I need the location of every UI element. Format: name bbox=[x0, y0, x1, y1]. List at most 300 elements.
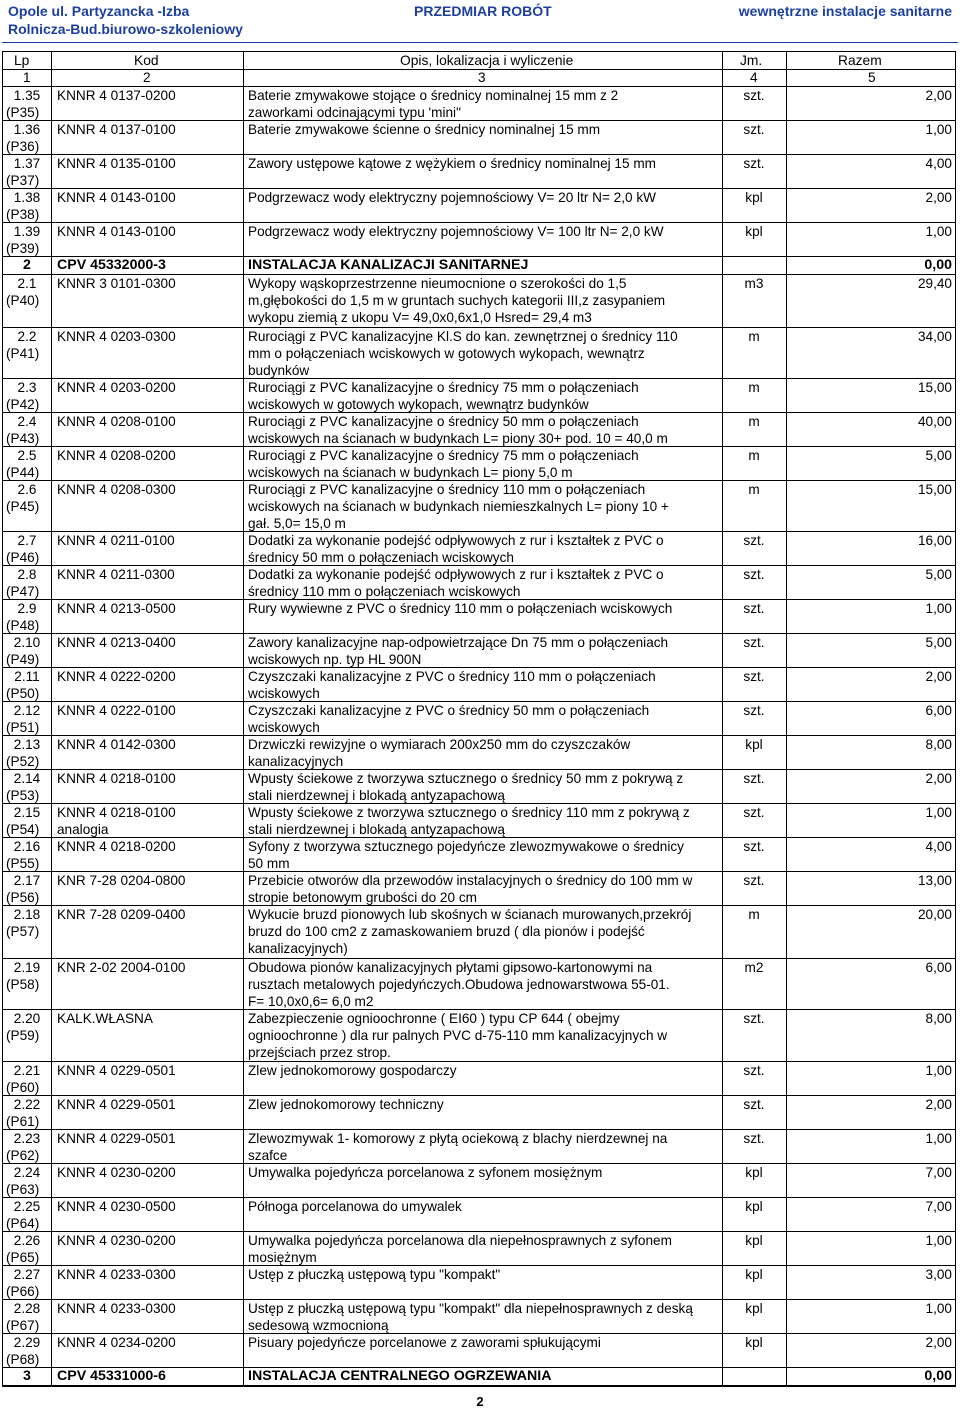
row-number: 2.28 bbox=[13, 1301, 41, 1316]
row-unit: kpl bbox=[745, 224, 763, 239]
row-code bbox=[57, 906, 185, 923]
row-number: 2.10 bbox=[13, 635, 41, 650]
row-total: 15,00 bbox=[917, 482, 952, 497]
row-code bbox=[57, 1334, 176, 1351]
row-description-line: średnicy 110 mm o połączeniach wciskowych bbox=[248, 584, 521, 599]
row-lp bbox=[6, 275, 48, 309]
row-total: 6,00 bbox=[925, 703, 952, 718]
column-divider bbox=[786, 51, 787, 1386]
row-total: 2,00 bbox=[925, 669, 952, 684]
row-divider bbox=[2, 1386, 956, 1387]
row-position: (P44) bbox=[6, 465, 40, 480]
row-number: 2.2 bbox=[17, 329, 37, 344]
column-number-4: 4 bbox=[750, 70, 758, 85]
row-description-line: wciskowych w gotowych wykopach, wewnątrz budynków bbox=[248, 397, 589, 412]
row-unit: kpl bbox=[745, 1267, 763, 1282]
row-code-text: KNNR 4 0143-0100 bbox=[57, 190, 176, 205]
row-code-text: KNNR 4 0137-0200 bbox=[57, 88, 176, 103]
row-description-line: Obudowa pionów kanalizacyjnych płytami gipsowo-kartonowymi na bbox=[248, 960, 653, 975]
row-total: 1,00 bbox=[925, 122, 952, 137]
row-code-text: KNNR 4 0211-0100 bbox=[57, 533, 175, 548]
row-description-line: wciskowych bbox=[248, 686, 320, 701]
row-code bbox=[57, 1368, 166, 1385]
row-code bbox=[57, 257, 166, 274]
row-description bbox=[248, 668, 718, 702]
row-position: (P36) bbox=[6, 139, 40, 154]
row-description-line: stali nierdzewnej i blokadą antyzapachową bbox=[248, 822, 505, 837]
row-lp bbox=[6, 804, 48, 838]
row-total: 6,00 bbox=[925, 960, 952, 975]
header-location-line2: Rolnicza-Bud.biurowo-szkoleniowy bbox=[8, 21, 243, 37]
row-code-text: KNNR 4 0230-0500 bbox=[57, 1199, 176, 1214]
row-unit: szt. bbox=[743, 1097, 765, 1112]
row-code-text: KNNR 4 0143-0100 bbox=[57, 224, 176, 239]
row-total: 0,00 bbox=[924, 257, 952, 273]
row-number: 2.8 bbox=[17, 567, 37, 582]
row-code bbox=[57, 872, 185, 889]
row-number: 2.21 bbox=[13, 1063, 41, 1078]
page-number: 2 bbox=[476, 1394, 484, 1409]
row-position: (P59) bbox=[6, 1028, 40, 1043]
row-position: (P38) bbox=[6, 207, 40, 222]
row-code-text: KNNR 4 0137-0100 bbox=[57, 122, 176, 137]
row-description-line: Umywalka pojedyńcza porcelanowa z syfonem mosiężnym bbox=[248, 1165, 603, 1180]
row-description bbox=[248, 566, 718, 600]
row-code-text: KNNR 4 0218-0200 bbox=[57, 839, 176, 854]
row-total: 7,00 bbox=[925, 1199, 952, 1214]
row-code bbox=[57, 702, 176, 719]
row-number: 1.36 bbox=[13, 122, 41, 137]
row-position: (P52) bbox=[6, 754, 40, 769]
row-lp bbox=[6, 1232, 48, 1266]
row-number: 2.17 bbox=[13, 873, 41, 888]
row-lp bbox=[6, 481, 48, 515]
row-number: 2.18 bbox=[13, 907, 41, 922]
row-total: 34,00 bbox=[917, 329, 952, 344]
row-description-line: Rurociągi z PVC kanalizacyjne o średnicy 110 mm o połączeniach bbox=[248, 482, 646, 497]
row-description bbox=[248, 872, 718, 906]
row-position: (P60) bbox=[6, 1080, 40, 1095]
row-code bbox=[57, 838, 176, 855]
row-description bbox=[248, 275, 718, 326]
row-code-text: KNNR 4 0229-0501 bbox=[57, 1097, 176, 1112]
row-code-text: KNNR 3 0101-0300 bbox=[57, 276, 176, 291]
row-code bbox=[57, 121, 176, 138]
row-description-line: Zawory kanalizacyjne nap-odpowietrzające Dn 75 mm o połączeniach bbox=[248, 635, 669, 650]
row-number: 2.27 bbox=[13, 1267, 41, 1282]
header-title: PRZEDMIAR ROBÓT bbox=[414, 3, 552, 19]
row-position: (P51) bbox=[6, 720, 40, 735]
row-total: 2,00 bbox=[925, 88, 952, 103]
row-unit: kpl bbox=[745, 1233, 763, 1248]
row-total: 16,00 bbox=[917, 533, 952, 548]
row-code-text: KNNR 4 0135-0100 bbox=[57, 156, 176, 171]
row-code bbox=[57, 447, 176, 464]
row-code bbox=[57, 736, 176, 753]
row-description-line: Rurociągi z PVC kanalizacyjne Kl.S do kan. zewnętrznej o średnicy 110 bbox=[248, 329, 678, 344]
row-description-line: Ustęp z płuczką ustępową typu "kompakt" bbox=[248, 1267, 501, 1282]
row-description bbox=[248, 189, 718, 206]
row-total: 4,00 bbox=[925, 839, 952, 854]
row-code-text: KNNR 4 0211-0300 bbox=[57, 567, 175, 582]
row-code bbox=[57, 1232, 176, 1249]
row-description-line: mm o połączeniach wciskowych w gotowych wykopach, wewnątrz bbox=[248, 346, 645, 361]
row-lp bbox=[6, 1062, 48, 1096]
row-lp bbox=[6, 87, 48, 121]
row-code-text: KNNR 4 0203-0200 bbox=[57, 380, 176, 395]
row-description-line: mosiężnym bbox=[248, 1250, 317, 1265]
row-lp bbox=[6, 600, 48, 634]
row-description-line: Wykucie bruzd pionowych lub skośnych w ścianach murowanych,przekrój bbox=[248, 907, 692, 922]
row-number: 2.13 bbox=[13, 737, 41, 752]
row-lp bbox=[6, 257, 48, 274]
row-description-line: wciskowych np. typ HL 900N bbox=[248, 652, 422, 667]
row-position: (P46) bbox=[6, 550, 40, 565]
row-description bbox=[248, 1232, 718, 1266]
row-description-line: zaworkami odcinającymi typu 'mini" bbox=[248, 105, 461, 120]
row-code-note: analogia bbox=[57, 822, 109, 837]
row-code bbox=[57, 379, 176, 396]
row-description-line: wciskowych bbox=[248, 720, 320, 735]
row-total: 0,00 bbox=[924, 1368, 952, 1384]
row-description-line: Półnoga porcelanowa do umywalek bbox=[248, 1199, 462, 1214]
row-unit: szt. bbox=[743, 156, 765, 171]
row-code-text: KNR 7-28 0209-0400 bbox=[57, 907, 186, 922]
row-lp bbox=[6, 532, 48, 566]
row-lp bbox=[6, 189, 48, 223]
row-description-line: F= 10,0x0,6= 6,0 m2 bbox=[248, 994, 374, 1009]
header-category: wewnętrzne instalacje sanitarne bbox=[738, 3, 952, 19]
row-code bbox=[57, 1198, 176, 1215]
row-number: 2.23 bbox=[13, 1131, 41, 1146]
row-position: (P61) bbox=[6, 1114, 40, 1129]
row-description-line: Zlewozmywak 1- komorowy z płytą ociekową z blachy nierdzewnej na bbox=[248, 1131, 668, 1146]
row-description-line: Wpusty ściekowe z tworzywa sztucznego o średnicy 110 mm z pokrywą z bbox=[248, 805, 690, 820]
row-description-line: Rurociągi z PVC kanalizacyjne o średnicy 75 mm o połączeniach bbox=[248, 448, 639, 463]
row-description-line: Podgrzewacz wody elektryczny pojemnościowy V= 100 ltr N= 2,0 kW bbox=[248, 224, 664, 239]
row-unit: m bbox=[748, 414, 760, 429]
row-description bbox=[248, 959, 718, 1010]
row-code bbox=[57, 1010, 153, 1027]
row-description-line: wykopu ziemią z ukopu V= 49,0x0,6x1,0 Hsred= 29,4 m3 bbox=[248, 310, 592, 325]
row-total: 20,00 bbox=[917, 907, 952, 922]
row-description bbox=[248, 600, 718, 617]
row-number: 2.5 bbox=[17, 448, 37, 463]
column-divider bbox=[243, 51, 244, 1386]
column-number-1: 1 bbox=[23, 70, 31, 85]
row-number: 2.6 bbox=[17, 482, 37, 497]
row-number: 2.15 bbox=[13, 805, 41, 820]
row-number: 2.16 bbox=[13, 839, 41, 854]
row-description-line: Ustęp z płuczką ustępową typu "kompakt" dla niepełnosprawnych z deską bbox=[248, 1301, 693, 1316]
row-lp bbox=[6, 736, 48, 770]
row-unit: szt. bbox=[743, 533, 765, 548]
row-unit: szt. bbox=[743, 839, 765, 854]
row-description-line: szafce bbox=[248, 1148, 288, 1163]
row-lp bbox=[6, 838, 48, 872]
row-unit: szt. bbox=[743, 1063, 765, 1078]
row-description bbox=[248, 328, 718, 379]
row-lp bbox=[6, 1198, 48, 1232]
row-description-line: Pisuary pojedyńcze porcelanowe z zaworami spłukującymi bbox=[248, 1335, 601, 1350]
row-code bbox=[57, 1062, 176, 1079]
row-code-text: KNNR 4 0208-0100 bbox=[57, 414, 176, 429]
row-position: (P42) bbox=[6, 397, 40, 412]
row-code bbox=[57, 189, 176, 206]
row-unit: m bbox=[748, 329, 760, 344]
row-description bbox=[248, 1300, 718, 1334]
row-position: (P57) bbox=[6, 924, 40, 939]
row-code bbox=[57, 223, 176, 240]
row-description bbox=[248, 481, 718, 532]
row-description-line: wciskowych na ścianach w budynkach niemieszkalnych L= piony 10 + bbox=[248, 499, 669, 514]
row-lp bbox=[6, 155, 48, 189]
row-position: (P63) bbox=[6, 1182, 40, 1197]
row-code-text: KNNR 4 0234-0200 bbox=[57, 1335, 176, 1350]
row-code bbox=[57, 770, 176, 787]
row-description bbox=[248, 634, 718, 668]
row-lp bbox=[6, 872, 48, 906]
row-description-line: Dodatki za wykonanie podejść odpływowych z rur i kształtek z PVC o bbox=[248, 533, 664, 548]
row-code-text: KNNR 4 0229-0501 bbox=[57, 1063, 176, 1078]
row-total: 7,00 bbox=[925, 1165, 952, 1180]
column-header-jm: Jm. bbox=[740, 53, 763, 68]
row-code bbox=[57, 1130, 176, 1147]
row-lp bbox=[6, 413, 48, 447]
row-total: 1,00 bbox=[925, 1301, 952, 1316]
row-description-line: Rury wywiewne z PVC o średnicy 110 mm o połączeniach wciskowych bbox=[248, 601, 673, 616]
column-number-3: 3 bbox=[478, 70, 486, 85]
row-code bbox=[57, 532, 175, 549]
row-total: 8,00 bbox=[925, 737, 952, 752]
row-number: 2.14 bbox=[13, 771, 41, 786]
row-description-line: INSTALACJA KANALIZACJI SANITARNEJ bbox=[248, 257, 529, 273]
row-code-text: KALK.WŁASNA bbox=[57, 1011, 153, 1026]
row-code bbox=[57, 668, 176, 685]
row-number: 2.7 bbox=[17, 533, 37, 548]
row-description-line: Umywalka pojedyńcza porcelanowa dla niepełnosprawnych z syfonem bbox=[248, 1233, 672, 1248]
row-unit: m bbox=[748, 907, 760, 922]
row-description bbox=[248, 770, 718, 804]
row-code-text: KNNR 4 0222-0100 bbox=[57, 703, 176, 718]
column-header-lp: Lp bbox=[14, 53, 30, 68]
row-code bbox=[57, 600, 176, 617]
row-unit: szt. bbox=[743, 1131, 765, 1146]
row-lp bbox=[6, 328, 48, 362]
row-code-text: KNNR 4 0222-0200 bbox=[57, 669, 176, 684]
row-description-line: Dodatki za wykonanie podejść odpływowych z rur i kształtek z PVC o bbox=[248, 567, 664, 582]
row-code-text: CPV 45331000-6 bbox=[57, 1368, 166, 1384]
row-code bbox=[57, 481, 176, 498]
row-unit: szt. bbox=[743, 805, 765, 820]
row-unit: szt. bbox=[743, 669, 765, 684]
row-lp bbox=[6, 1334, 48, 1368]
row-position: (P53) bbox=[6, 788, 40, 803]
row-lp bbox=[6, 1164, 48, 1198]
row-position: (P43) bbox=[6, 431, 40, 446]
row-description-line: Przebicie otworów dla przewodów instalacyjnych o średnicy do 100 mm w bbox=[248, 873, 693, 888]
row-description bbox=[248, 532, 718, 566]
row-description bbox=[248, 413, 718, 447]
row-code bbox=[57, 155, 176, 172]
row-description-line: stropie betonowym grubości do 20 cm bbox=[248, 890, 477, 905]
row-code-text: KNR 2-02 2004-0100 bbox=[57, 960, 186, 975]
row-number: 2.29 bbox=[13, 1335, 41, 1350]
row-position: (P37) bbox=[6, 173, 40, 188]
header-location-line1: Opole ul. Partyzancka -Izba bbox=[8, 3, 190, 19]
row-unit: m bbox=[748, 380, 760, 395]
row-position: (P39) bbox=[6, 241, 40, 256]
row-unit: szt. bbox=[743, 873, 765, 888]
page-header bbox=[8, 2, 952, 42]
row-total: 1,00 bbox=[925, 1131, 952, 1146]
row-position: (P68) bbox=[6, 1352, 40, 1367]
column-number-2: 2 bbox=[143, 70, 151, 85]
row-description bbox=[248, 1096, 718, 1113]
row-description bbox=[248, 736, 718, 770]
row-lp bbox=[6, 1368, 48, 1385]
row-code bbox=[57, 275, 176, 292]
row-code bbox=[57, 566, 175, 583]
row-lp bbox=[6, 906, 48, 940]
row-description bbox=[248, 1062, 718, 1079]
row-description bbox=[248, 379, 718, 413]
row-position: (P58) bbox=[6, 977, 40, 992]
row-description bbox=[248, 1010, 718, 1061]
column-divider bbox=[51, 51, 52, 1386]
row-position: (P62) bbox=[6, 1148, 40, 1163]
row-description-line: Rurociągi z PVC kanalizacyjne o średnicy 75 mm o połączeniach bbox=[248, 380, 639, 395]
row-description-line: Czyszczaki kanalizacyjne z PVC o średnicy 110 mm o połączeniach bbox=[248, 669, 656, 684]
row-lp bbox=[6, 447, 48, 481]
row-position: (P41) bbox=[6, 346, 40, 361]
column-header-razem: Razem bbox=[838, 53, 882, 68]
row-unit: kpl bbox=[745, 737, 763, 752]
row-lp bbox=[6, 770, 48, 804]
row-description bbox=[248, 1164, 718, 1181]
row-lp bbox=[6, 1010, 48, 1044]
row-description bbox=[248, 223, 718, 240]
row-unit: szt. bbox=[743, 1011, 765, 1026]
row-description bbox=[248, 1334, 718, 1351]
row-number: 2.9 bbox=[17, 601, 37, 616]
row-unit: m2 bbox=[744, 960, 764, 975]
row-position: (P50) bbox=[6, 686, 40, 701]
row-description bbox=[248, 1130, 718, 1164]
row-lp bbox=[6, 702, 48, 736]
row-description-line: 50 mm bbox=[248, 856, 290, 871]
row-number: 1.38 bbox=[13, 190, 41, 205]
row-lp bbox=[6, 668, 48, 702]
row-number: 2.12 bbox=[13, 703, 41, 718]
row-description bbox=[248, 257, 718, 274]
row-code-text: CPV 45332000-3 bbox=[57, 257, 166, 273]
row-description-line: kanalizacyjnych bbox=[248, 754, 344, 769]
row-description-line: wciskowych na ścianach w budynkach L= piony 5,0 m bbox=[248, 465, 573, 480]
row-lp bbox=[6, 634, 48, 668]
row-number: 2.24 bbox=[13, 1165, 41, 1180]
row-total: 2,00 bbox=[925, 190, 952, 205]
row-total: 8,00 bbox=[925, 1011, 952, 1026]
row-description bbox=[248, 447, 718, 481]
row-code-text: KNNR 4 0230-0200 bbox=[57, 1165, 176, 1180]
row-position: (P67) bbox=[6, 1318, 40, 1333]
row-unit: szt. bbox=[743, 122, 765, 137]
row-number: 1.37 bbox=[13, 156, 41, 171]
row-description bbox=[248, 121, 718, 138]
row-total: 4,00 bbox=[925, 156, 952, 171]
row-description bbox=[248, 702, 718, 736]
row-description-line: m,głębokości do 1,5 m w gruntach suchych kategorii III,z zasypaniem bbox=[248, 293, 666, 308]
row-description-line: średnicy 50 mm o połączeniach wciskowych bbox=[248, 550, 514, 565]
row-position: (P56) bbox=[6, 890, 40, 905]
row-number: 2.19 bbox=[13, 960, 41, 975]
row-description bbox=[248, 1266, 718, 1283]
row-total: 3,00 bbox=[925, 1267, 952, 1282]
row-position: (P48) bbox=[6, 618, 40, 633]
row-number: 2.1 bbox=[17, 276, 37, 291]
row-description-line: Zlew jednokomorowy gospodarczy bbox=[248, 1063, 457, 1078]
row-position: (P40) bbox=[6, 293, 40, 308]
row-code bbox=[57, 1096, 176, 1113]
row-description-line: Drzwiczki rewizyjne o wymiarach 200x250 mm do czyszczaków bbox=[248, 737, 631, 752]
row-lp bbox=[6, 1130, 48, 1164]
row-description bbox=[248, 1368, 718, 1385]
row-lp bbox=[6, 1266, 48, 1300]
row-description-line: budynków bbox=[248, 363, 310, 378]
row-unit: szt. bbox=[743, 567, 765, 582]
row-position: (P65) bbox=[6, 1250, 40, 1265]
row-code-text: KNNR 4 0218-0100 bbox=[57, 771, 176, 786]
row-code-text: KNNR 4 0213-0500 bbox=[57, 601, 176, 616]
row-total: 29,40 bbox=[917, 276, 952, 291]
row-description-line: Syfony z tworzywa sztucznego pojedyńcze zlewozmywakowe o średnicy bbox=[248, 839, 684, 854]
row-position: (P49) bbox=[6, 652, 40, 667]
row-number: 2 bbox=[23, 257, 31, 273]
row-code-text: KNNR 4 0233-0300 bbox=[57, 1267, 176, 1282]
row-description-line: wciskowych na ścianach w budynkach L= piony 30+ pod. 10 = 40,0 m bbox=[248, 431, 668, 446]
row-unit: kpl bbox=[745, 190, 763, 205]
row-number: 1.39 bbox=[13, 224, 41, 239]
row-lp bbox=[6, 1300, 48, 1334]
row-description-line: stali nierdzewnej i blokadą antyzapachową bbox=[248, 788, 505, 803]
row-unit: szt. bbox=[743, 601, 765, 616]
row-total: 1,00 bbox=[925, 805, 952, 820]
row-description-line: gał. 5,0= 15,0 m bbox=[248, 516, 346, 531]
row-unit: szt. bbox=[743, 88, 765, 103]
row-number: 2.25 bbox=[13, 1199, 41, 1214]
row-number: 2.20 bbox=[13, 1011, 41, 1026]
row-description-line: INSTALACJA CENTRALNEGO OGRZEWANIA bbox=[248, 1368, 552, 1384]
row-description-line: Baterie zmywakowe stojące o średnicy nominalnej 15 mm z 2 bbox=[248, 88, 619, 103]
row-position: (P45) bbox=[6, 499, 40, 514]
row-description-line: kanalizacyjnych) bbox=[248, 941, 348, 956]
row-total: 5,00 bbox=[925, 567, 952, 582]
row-total: 1,00 bbox=[925, 224, 952, 239]
row-description-line: bruzd do 100 cm2 z zamaskowaniem bruzd ( dla pionów i podejść bbox=[248, 924, 645, 939]
row-number: 1.35 bbox=[13, 88, 41, 103]
row-code-text: KNNR 4 0230-0200 bbox=[57, 1233, 176, 1248]
row-description bbox=[248, 838, 718, 872]
row-description-line: przejściach przez strop. bbox=[248, 1045, 391, 1060]
row-lp bbox=[6, 1096, 48, 1130]
row-unit: m bbox=[748, 448, 760, 463]
row-lp bbox=[6, 566, 48, 600]
row-description bbox=[248, 906, 718, 957]
row-lp bbox=[6, 223, 48, 257]
row-total: 15,00 bbox=[917, 380, 952, 395]
row-unit: m3 bbox=[744, 276, 764, 291]
